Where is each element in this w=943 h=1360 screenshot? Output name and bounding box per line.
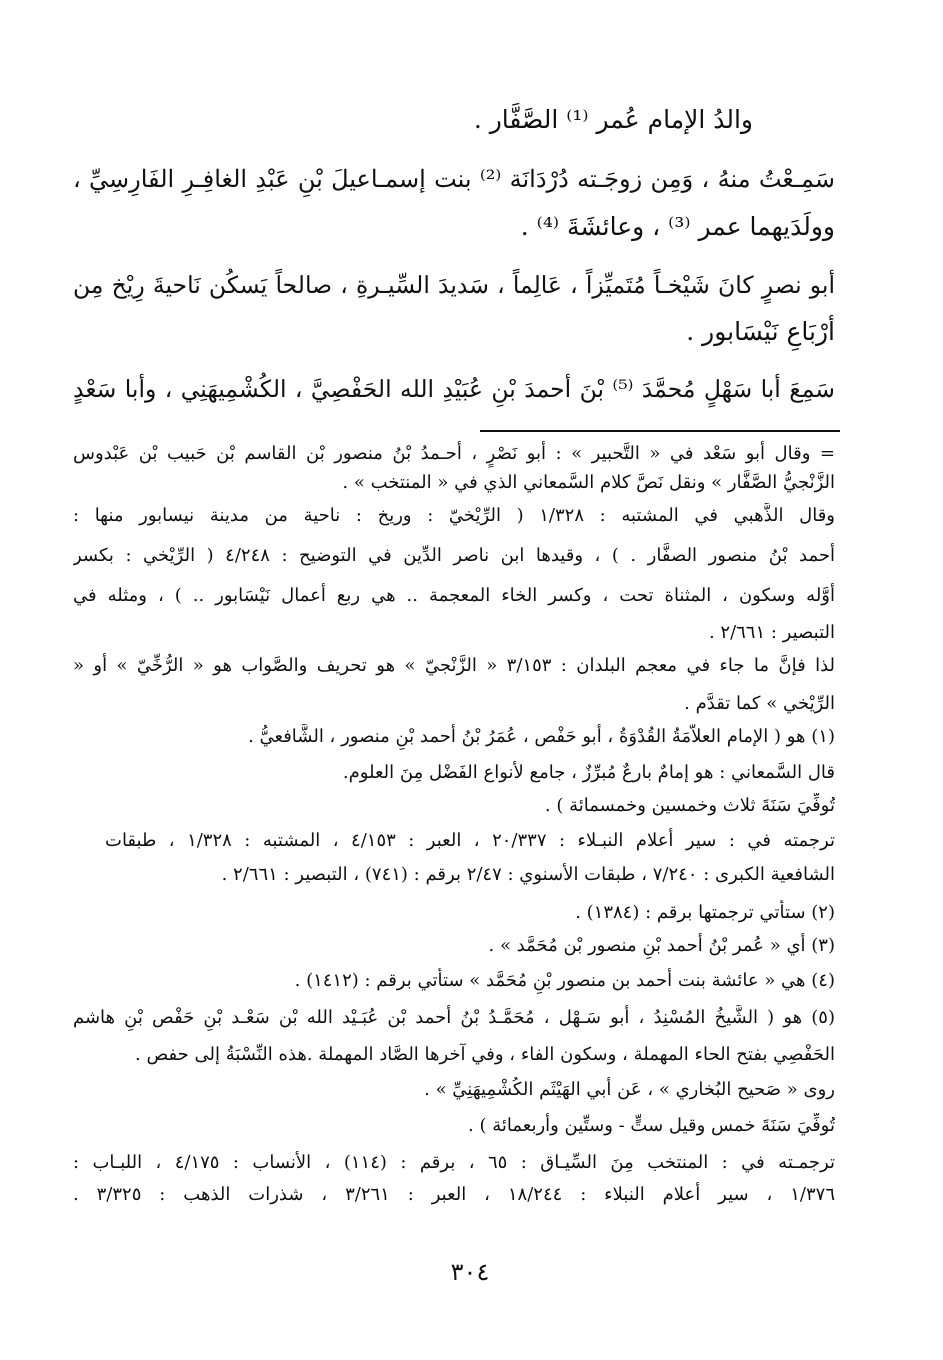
- footnote-line: تُوفِّيَ سَنَةَ ثلاث وخمسين وخمسمائة ) .: [544, 795, 835, 816]
- footnote-line: قال السَّمعاني : هو إمامٌ بارعٌ مُبرِّزٌ ، جامع لأنواع الفَضْل مِنَ العلوم.: [342, 762, 835, 783]
- main-text-line: أبو نصرٍ كانَ شَيْخـاً مُتَميِّزاً ، عَالِماً ، سَديدَ السِّيـرةِ ، صالحاً يَسكُن نَاحيةَ رِيْخ مِن: [73, 271, 835, 299]
- footnote-line: (٢) ستأتي ترجمتها برقم : (١٣٨٤) .: [575, 902, 835, 923]
- footnote-line: (٤) هي « عائشة بنت أحمد بن منصور بْنِ مُحَمَّد » ستأتي برقم : (١٤١٢) .: [294, 970, 835, 991]
- page-number: ٣٠٤: [450, 1258, 490, 1286]
- footnote-line: لذا فإنَّ ما جاء في معجم البلدان : ٣/١٥٣ « الزَّنْجيّ » هو تحريف والصَّواب هو « الرُّخِّيّ » أو «: [73, 655, 835, 676]
- footnote-line: أحمد بْنُ منصور الصفَّار . ) ، وقيدها ابن ناصر الدِّين في التوضيح : ٤/٢٤٨ ( الرِّيْخي : بكسر: [73, 545, 835, 566]
- footnote-line: الزَّنْجيُّ الصَّفَّار » ونقل نَصَّ كلام السَّمعاني الذي في « المنتخب » .: [342, 472, 835, 493]
- footnote-line: ترجمته في : سير أعلام النبـلاء : ٢٠/٣٣٧ ، العبر : ٤/١٥٣ ، المشتبه : ١/٣٢٨ ، طبقات: [105, 830, 835, 851]
- footnote-line: الشافعية الكبرى : ٧/٢٤٠ ، طبقات الأسنوي : ٢/٤٧ برقم : (٧٤١) ، التبصير : ٢/٦٦١ .: [221, 864, 835, 885]
- main-text-line: والدُ الإمام عُمر ⁽¹⁾ الصَّفَّار .: [473, 105, 753, 134]
- footnote-line: أوَّله وسكون ، المثناة تحت ، وكسر الخاء المعجمة .. هي ربع أعمال نَيْسَابور .. ) ، ومثله في: [73, 585, 835, 606]
- footnote-line: (٥) هو ( الشَّيخُ المُسْنِدُ ، أبو سَـهْل ، مُحَمَّـدُ بْنُ أحمد بْن عُبَـيْد الله بْن سَعْـد بْنِ حَفْص بْنِ هاشم: [73, 1007, 835, 1028]
- footnote-line: ترجمـته في : المنتخب مِنَ السِّيـاق : ٦٥ ، برقم : (١١٤) ، الأنساب : ٤/١٧٥ ، اللبـاب :: [73, 1152, 835, 1173]
- footnote-line: ١/٣٧٦ ، سير أعلام النبلاء : ١٨/٢٤٤ ، العبر : ٣/٢٦١ ، شذرات الذهب : ٣/٣٢٥ .: [73, 1184, 835, 1205]
- main-text-line: أَرْبَاعِ نَيْسَابور .: [686, 317, 835, 346]
- main-text-line: سَمِعَ أبا سَهْلٍ مُحمَّدَ ⁽⁵⁾ بْنَ أحمدَ بْنِ عُبَيْدِ الله الحَفْصِيَّ ، الكُشْمِيهَنِي ، وأبا سَعْدٍ: [73, 375, 835, 403]
- footnote-line: = وقال أبو سَعْد في « التَّحبير » : أبو نَصْرٍ ، أحـمدُ بْنُ منصور بْن القاسم بْن حَبيب بْن عَبْدوس: [73, 443, 835, 464]
- footnote-line: الرِّيْخي » كما تقدَّم .: [684, 693, 835, 714]
- footnote-separator: [480, 430, 840, 432]
- main-text-line: وولَدَيهما عمر ⁽³⁾ ، وعائشَةَ ⁽⁴⁾ .: [520, 212, 835, 241]
- main-text-line: سَمِـعْتُ منهُ ، وَمِن زوجَـته دُرْدَانَة ⁽²⁾ بنت إسمـاعيلَ بْنِ عَبْدِ الغافِـرِ الفَارِسِيِّ ،: [73, 165, 835, 193]
- footnote-line: (١) هو ( الإمام العلاَّمَةُ القُدْوَةُ ، أبو حَفْص ، عُمَرُ بْنُ أحمد بْنِ منصور ، الشَّافعيُّ .: [248, 726, 835, 747]
- footnote-line: التبصير : ٢/٦٦١ .: [708, 622, 835, 643]
- footnote-line: وقال الذَّهبي في المشتبه : ١/٣٢٨ ( الرِّيْخيّ : وريخ : ناحية من مدينة نيسابور منها :: [73, 505, 835, 526]
- footnote-line: روى « صَحيح البُخاري » ، عَن أبي الهَيْثَم الكُشْمِيهَنِيِّ » .: [424, 1079, 835, 1100]
- footnote-line: الحَفْصِي بفتح الحاء المهملة ، وسكون الفاء ، وفي آخرها الصَّاد المهملة .هذه النِّسْبَةُ إلى حفص .: [135, 1044, 835, 1065]
- footnote-line: تُوفِّيَ سَنَةَ خمس وقيل ستٍّ - وستِّين وأربعمائة ) .: [468, 1115, 835, 1136]
- footnote-line: (٣) أي « عُمر بْنُ أحمد بْنِ منصور بْن مُحَمَّد » .: [488, 935, 835, 956]
